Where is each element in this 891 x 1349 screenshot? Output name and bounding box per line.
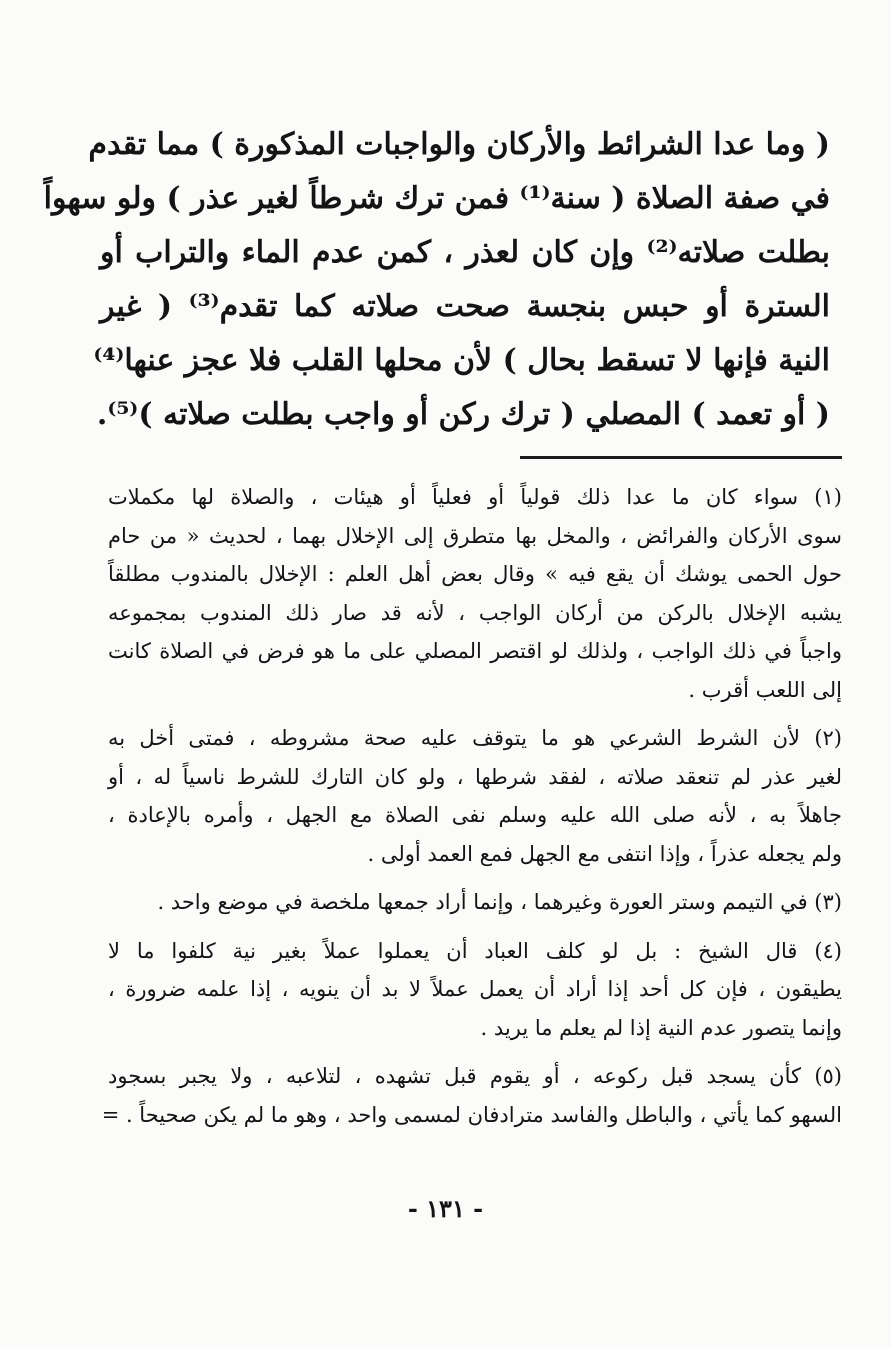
main-text-line: في صفة الصلاة ( سنة⁽¹⁾ فمن ترك شرطاً لغير عذر ) ولو سهواً [43,181,830,216]
main-text-line: السترة أو حبس بنجسة صحت صلاته كما تقدم⁽³⁾ ( غير [100,289,831,324]
main-text-line: ( أو تعمد ) المصلي ( ترك ركن أو واجب بطلت صلاته )⁽⁵⁾. [96,397,830,432]
footnote-line: حول الحمى يوشك أن يقع فيه » وقال بعض أهل العلم : الإخلال بالمندوب مطلقاً [108,562,842,586]
footnote-line: (١) سواء كان ما عدا ذلك قولياً أو فعلياً أو هيئات ، والصلاة لها مكملات [108,485,842,509]
footnote-2 [108,719,842,873]
footnote-line: لغير عذر لم تنعقد صلاته ، لفقد شرطها ، ولو كان التارك للشرط ناسياً له ، أو [108,764,842,789]
footnote-line: وإنما يتصور عدم النية إذا لم يعلم ما يريد . [480,1015,842,1040]
footnote-line: إلى اللعب أقرب . [688,677,842,702]
footnote-line: واجباً في ذلك الواجب ، ولذلك لو اقتصر المصلي على ما هو فرض في الصلاة كانت [108,639,842,663]
main-text-line: النية فإنها لا تسقط بحال ) لأن محلها القلب فلا عجز عنها⁽⁴⁾ [93,343,830,378]
footnote-line: جاهلاً به ، لأنه صلى الله عليه وسلم نفى الصلاة مع الجهل ، وأمره بالإعادة ، [108,803,842,827]
footnote-divider [520,456,842,459]
footnote-line: يطيقون ، فإن كل أحد إذا أراد أن يعمل عملاً لا بد أن ينويه ، إذا علمه ضرورة ، [108,977,842,1001]
footnote-line: (٣) في التيمم وستر العورة وغيرهما ، وإنما أراد جمعها ملخصة في موضع واحد . [157,890,842,914]
footnote-3 [108,883,842,922]
main-text-block [43,118,831,442]
footnote-line: (٤) قال الشيخ : بل لو كلف العباد أن يعملوا عملاً بغير نية كلفوا ما لا [108,938,842,963]
main-text-line: بطلت صلاته⁽²⁾ وإن كان لعذر ، كمن عدم الماء والتراب أو [100,235,830,270]
page-number: - ١٣١ - [407,1194,484,1223]
footnote-5 [101,1057,842,1134]
footnote-line: ولم يجعله عذراً ، وإذا انتفى مع الجهل فمع العمد أولى . [367,841,842,866]
footnote-line: (٥) كأن يسجد قبل ركوعه ، أو يقوم قبل تشهده ، لتلاعبه ، ولا يجبر بسجود [108,1064,842,1088]
footnote-1 [108,478,842,709]
footnotes-block [101,478,842,1144]
footnote-4 [108,932,842,1048]
footnote-line: يشبه الإخلال بالركن من أركان الواجب ، لأنه قد صار ذلك المندوب بمجموعه [108,600,842,625]
footnote-line: (٢) لأن الشرط الشرعي هو ما يتوقف عليه صحة مشروطه ، فمتى أخل به [108,726,842,750]
main-text-line: ( وما عدا الشرائط والأركان والواجبات المذكورة ) مما تقدم [88,127,830,162]
footnote-line: السهو كما يأتي ، والباطل والفاسد مترادفان لمسمى واحد ، وهو ما لم يكن صحيحاً . = [101,1102,842,1127]
footnote-line: سوى الأركان والفرائض ، والمخل بها متطرق إلى الإخلال بهما ، لحديث « من حام [108,523,842,548]
